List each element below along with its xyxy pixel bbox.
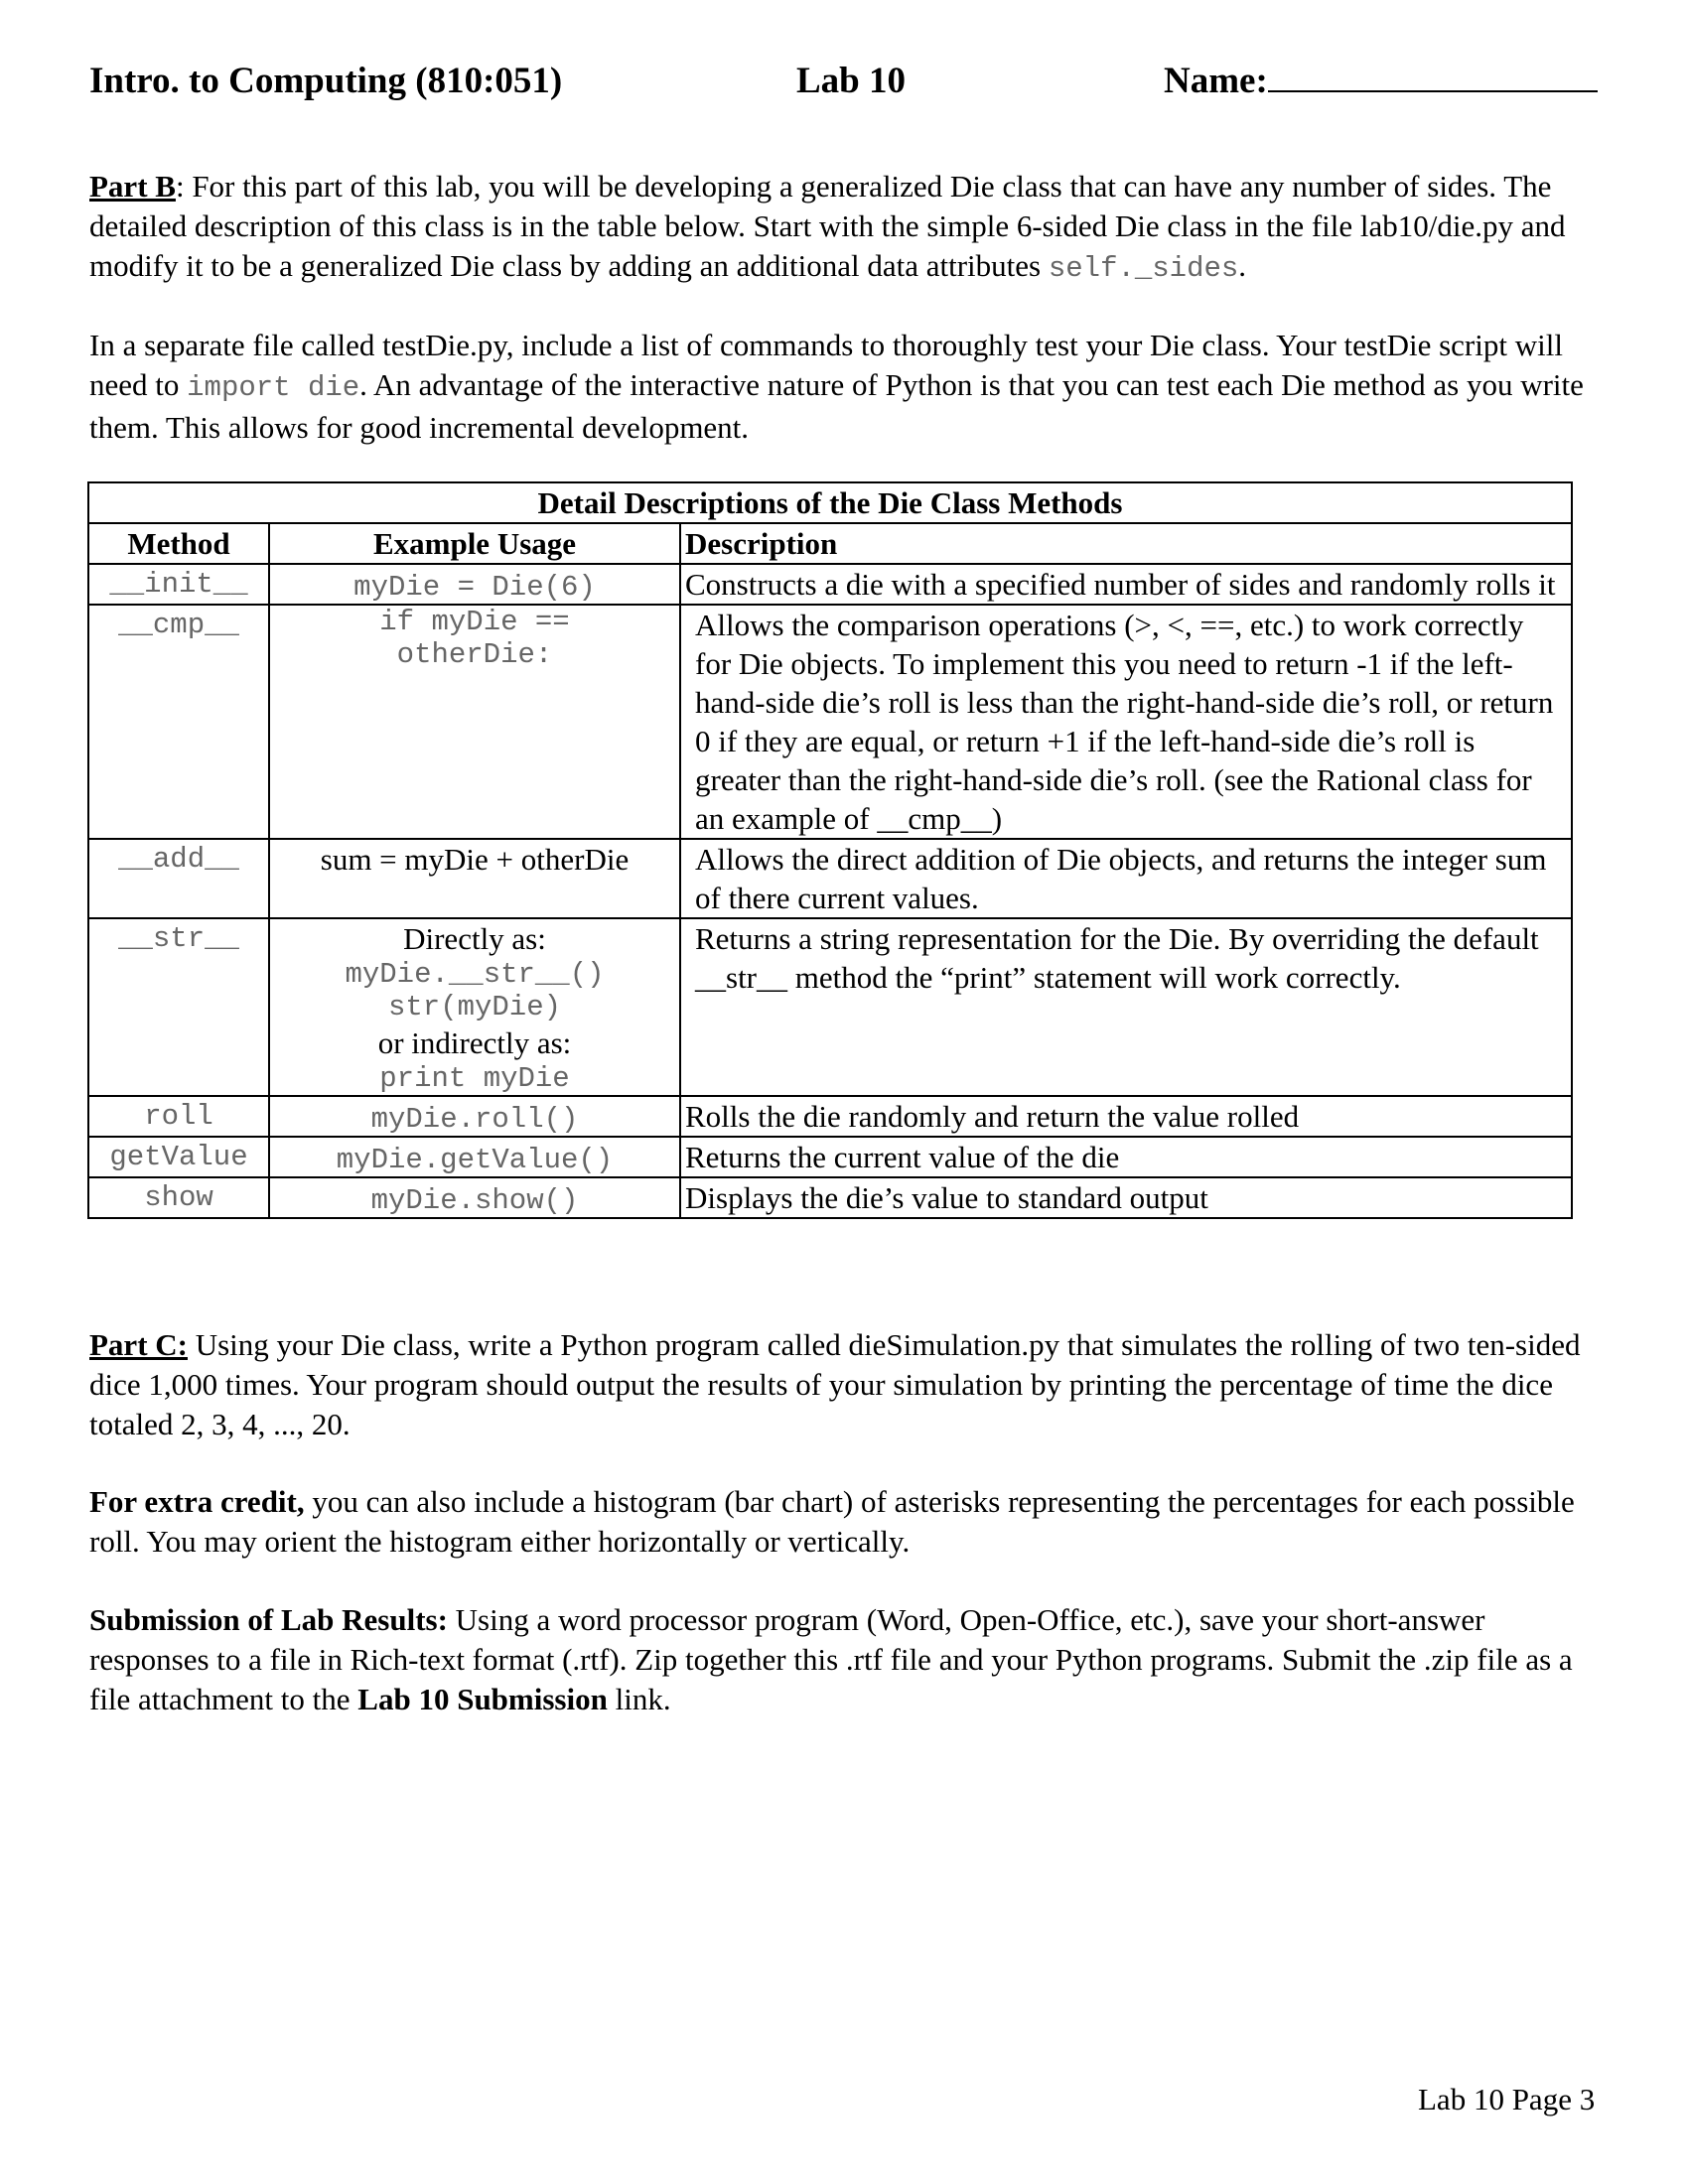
example-code: myDie.getValue() (336, 1144, 614, 1176)
test-die-text-end: . An advantage of the interactive nature of Python is that you can test each Die method as you write them. This allows for good incremental development. (89, 367, 1584, 445)
example-cell (269, 1137, 680, 1177)
example-code: myDie.roll() (370, 1103, 579, 1136)
name-field (1164, 60, 1598, 102)
test-die-text: In a separate file called testDie.py, include a list of commands to thoroughly test your Die class. Your testDie script will need to (89, 328, 1563, 402)
description-cell: Allows the comparison operations (>, <, ==, etc.) to work correctly for Die objects. To implement this you need to return -1 if the left-hand-side die’s roll is less than the right-hand-side die’s roll, or return 0 if they are equal, or return +1 if the left-hand-side die’s roll is greater than the right-hand-side die’s roll. (see the Rational class for an example of __cmp__) (680, 605, 1572, 839)
name-blank (1268, 61, 1598, 92)
extra-credit-paragraph (89, 1482, 1609, 1562)
name-label: Name: (1164, 61, 1268, 101)
method-cell: __cmp__ (88, 605, 269, 839)
example-code: otherDie: (396, 638, 553, 671)
part-c-paragraph (89, 1325, 1609, 1444)
part-b-heading: Part B (89, 169, 176, 204)
example-code: myDie.__str__() (345, 958, 605, 991)
page-header (89, 60, 1609, 109)
example-cell (269, 1096, 680, 1137)
test-die-code-import: import die (187, 371, 360, 404)
page-footer: Lab 10 Page 3 (1418, 2082, 1596, 2116)
example-code: str(myDie) (387, 991, 562, 1024)
description-cell: Allows the direct addition of Die objects, and returns the integer sum of there current values. (680, 839, 1572, 918)
table-row (88, 1177, 1572, 1218)
extra-credit-text: you can also include a histogram (bar chart) of asterisks representing the percentages for each possible roll. You may orient the histogram either horizontally or vertically. (89, 1484, 1575, 1559)
part-b-paragraph (89, 167, 1609, 289)
example-cell (269, 605, 680, 839)
method-cell: getValue (88, 1137, 269, 1177)
description-cell: Returns the current value of the die (680, 1137, 1572, 1177)
example-cell (269, 918, 680, 1096)
example-code: myDie.show() (370, 1184, 579, 1217)
submission-link-text: Lab 10 Submission (357, 1682, 608, 1716)
lab-number: Lab 10 (796, 61, 907, 101)
submission-text: Using a word processor program (Word, Open-Office, etc.), save your short-answer responses to a file in Rich-text format (.rtf). Zip together this .rtf file and your Python programs. Submit the .zip file as a file attachment to the (89, 1602, 1573, 1716)
extra-credit-heading: For extra credit, (89, 1484, 305, 1519)
submission-heading: Submission of Lab Results: (89, 1602, 448, 1637)
course-title: Intro. to Computing (810:051) (89, 61, 563, 101)
example-cell (269, 564, 680, 605)
part-c-text: Using your Die class, write a Python program called dieSimulation.py that simulates the rolling of two ten-sided dice 1,000 times. Your program should output the results of your simulation by printing the percentage of time the dice totaled 2, 3, 4, ..., 20. (89, 1327, 1581, 1441)
test-die-paragraph (89, 326, 1609, 448)
method-cell: __add__ (88, 839, 269, 918)
table-row (88, 918, 1572, 1096)
col-header-description: Description (680, 523, 1572, 564)
part-c-heading: Part C: (89, 1327, 188, 1362)
part-b-code-sides: self._sides (1048, 252, 1239, 285)
table-row (88, 1137, 1572, 1177)
description-cell: Returns a string representation for the Die. By overriding the default __str__ method the “print” statement will work correctly. (680, 918, 1572, 1096)
example-code: myDie = Die(6) (353, 571, 596, 604)
example-code: print myDie (379, 1062, 570, 1095)
col-header-method: Method (88, 523, 269, 564)
example-cell: sum = myDie + otherDie (269, 839, 680, 918)
die-methods-table (87, 481, 1573, 1219)
example-text: or indirectly as: (377, 1025, 572, 1060)
col-header-example: Example Usage (269, 523, 680, 564)
example-text: Directly as: (403, 921, 546, 956)
example-cell (269, 1177, 680, 1218)
method-cell: show (88, 1177, 269, 1218)
method-cell: roll (88, 1096, 269, 1137)
submission-paragraph (89, 1600, 1609, 1719)
table-row (88, 1096, 1572, 1137)
table-row (88, 605, 1572, 839)
table-row (88, 564, 1572, 605)
description-cell: Constructs a die with a specified number of sides and randomly rolls it (680, 564, 1572, 605)
table-row (88, 839, 1572, 918)
table-title: Detail Descriptions of the Die Class Methods (88, 482, 1572, 523)
description-cell: Rolls the die randomly and return the value rolled (680, 1096, 1572, 1137)
part-b-text-end: . (1238, 248, 1247, 283)
submission-text-end: link. (607, 1682, 671, 1716)
method-cell: __init__ (88, 564, 269, 605)
example-code: if myDie == (379, 606, 570, 638)
method-cell: __str__ (88, 918, 269, 1096)
part-b-text: : For this part of this lab, you will be developing a generalized Die class that can have any number of sides. The detailed description of this class is in the table below. Start with the simple 6-sided Die class in the file lab10/die.py and modify it to be a generalized Die class by adding an additional data attributes (89, 169, 1566, 283)
description-cell: Displays the die’s value to standard output (680, 1177, 1572, 1218)
